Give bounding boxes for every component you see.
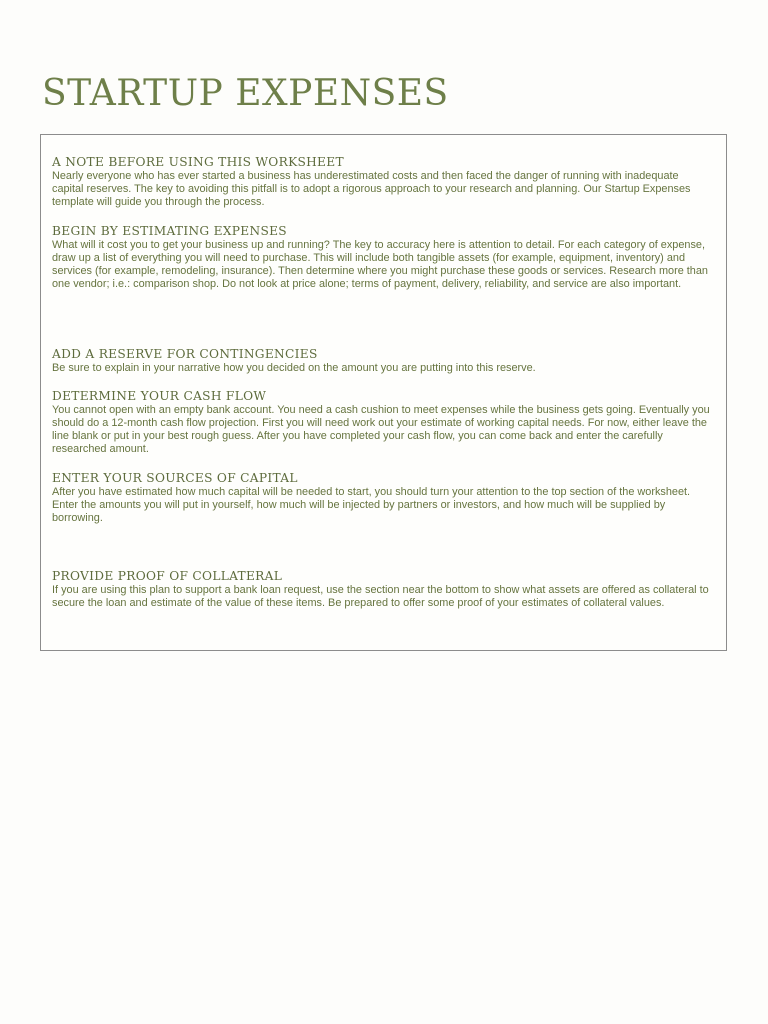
section-reserve	[52, 347, 712, 375]
section-heading: ADD A RESERVE FOR CONTINGENCIES	[52, 347, 318, 361]
section-body: What will it cost you to get your business up and running? The key to accuracy here is attention to detail. For each category of expense, draw up a list of everything you will need to purchase. This will include both tangible assets (for example, equipment, inventory) and services (for example, remodeling, insurance). Then determine where you might purchase these goods or services. Research more than one vendor; i.e.: comparison shop. Do not look at price alone; terms of payment, delivery, reliability, and service are also important.	[52, 239, 708, 290]
section-estimating-expenses	[52, 224, 712, 291]
section-heading: BEGIN BY ESTIMATING EXPENSES	[52, 224, 287, 238]
page-title: STARTUP EXPENSES	[42, 73, 449, 114]
section-heading: ENTER YOUR SOURCES OF CAPITAL	[52, 471, 298, 485]
section-body: You cannot open with an empty bank account. You need a cash cushion to meet expenses while the business gets going. Eventually you should do a 12-month cash flow projection. First you will need work out your estimate of working capital needs. For now, either leave the line blank or put in your best rough guess. After you have completed your cash flow, you can come back and enter the carefully researched amount.	[52, 404, 710, 455]
section-heading: A NOTE BEFORE USING THIS WORKSHEET	[52, 155, 344, 169]
section-heading: DETERMINE YOUR CASH FLOW	[52, 389, 267, 403]
section-heading: PROVIDE PROOF OF COLLATERAL	[52, 569, 283, 583]
section-sources-of-capital	[52, 471, 712, 525]
section-body: If you are using this plan to support a bank loan request, use the section near the bottom to show what assets are offered as collateral to secure the loan and estimate of the value of these items. Be prepared to offer some proof of your estimates of collateral values.	[52, 584, 709, 609]
section-body: Nearly everyone who has ever started a business has underestimated costs and then faced the danger of running with inadequate capital reserves. The key to avoiding this pitfall is to adopt a rigorous approach to your research and planning. Our Startup Expenses template will guide you through the process.	[52, 170, 691, 208]
section-body: Be sure to explain in your narrative how you decided on the amount you are putting into this reserve.	[52, 362, 536, 374]
section-collateral	[52, 569, 712, 610]
section-note	[52, 155, 712, 209]
instructions-box	[40, 134, 727, 651]
section-cash-flow	[52, 389, 712, 456]
section-body: After you have estimated how much capital will be needed to start, you should turn your attention to the top section of the worksheet. Enter the amounts you will put in yourself, how much will be injected by partners or investors, and how much will be supplied by borrowing.	[52, 486, 691, 524]
